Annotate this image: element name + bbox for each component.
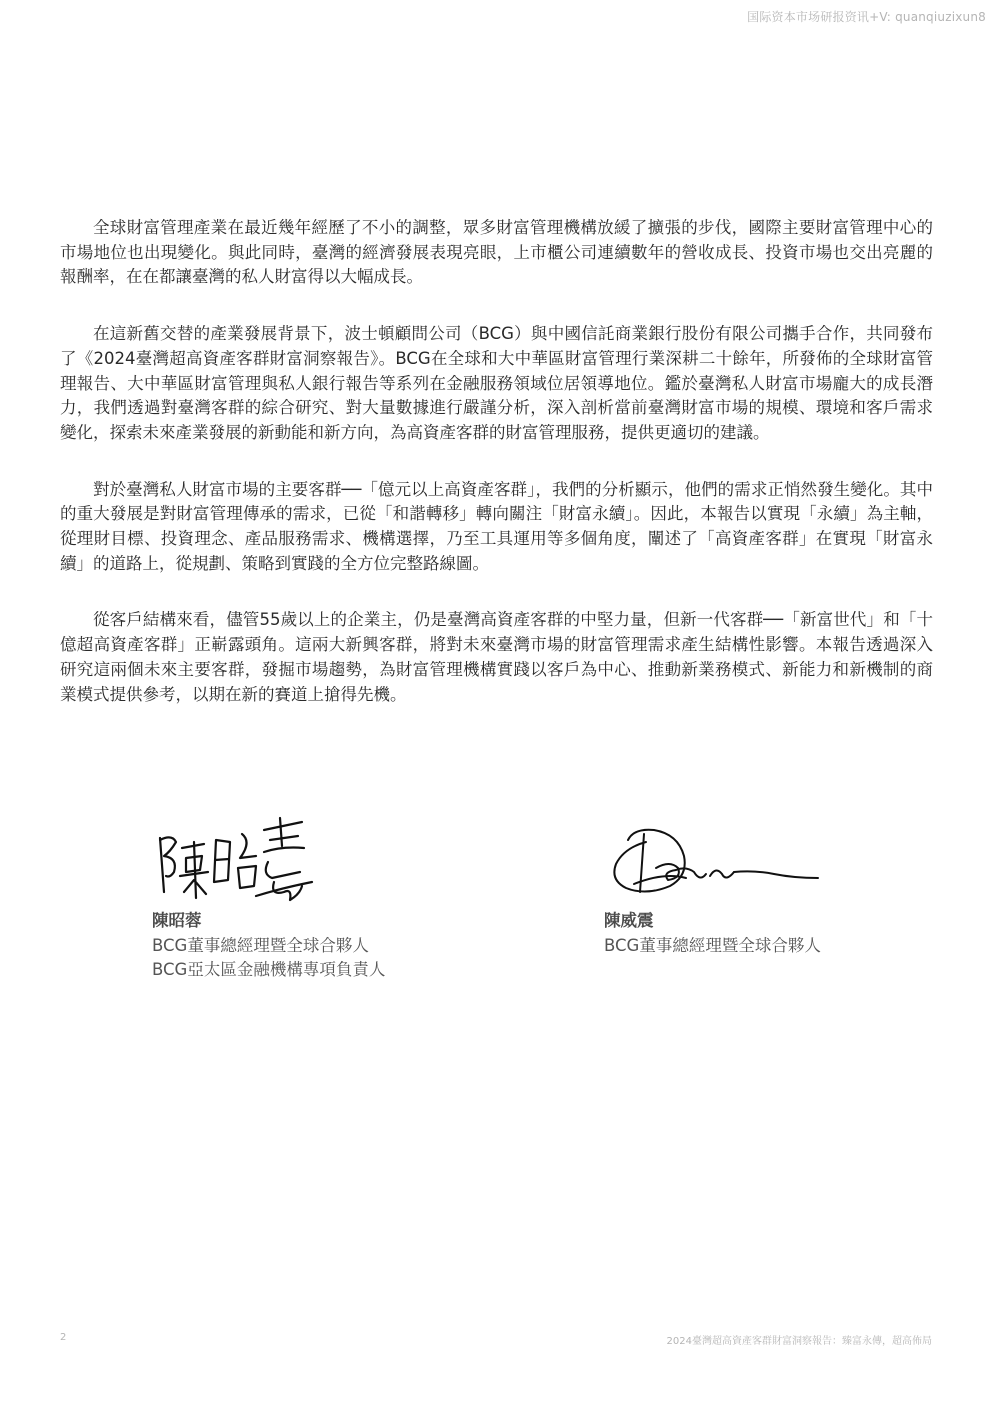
- page-number: 2: [60, 1332, 67, 1343]
- signatory-title: BCG亞太區金融機構專項負責人: [152, 960, 386, 979]
- signatory-block: [152, 812, 512, 982]
- paragraph: 對於臺灣私人財富市場的主要客群──「億元以上高資產客群」，我們的分析顯示，他們的需求正悄然發生變化。其中的重大發展是對財富管理傳承的需求，已從「和諧轉移」轉向關注「財富永續」。因此，本報告以實現「永續」為主軸，從理財目標、投資理念、產品服務需求、機構選擇，乃至工具運用等多個角度，闡述了「高資產客群」在實現「財富永續」的道路上，從規劃、策略到實踐的全方位完整路線圖。: [60, 479, 933, 573]
- paragraph: 從客戶結構來看，儘管55歲以上的企業主，仍是臺灣高資產客群的中堅力量，但新一代客群──「新富世代」和「十億超高資產客群」正嶄露頭角。這兩大新興客群，將對未來臺灣市場的財富管理需求產生結構性影響。本報告透過深入研究這兩個未來主要客群，發掘市場趨勢，為財富管理機構實踐以客戶為中心、推動新業務模式、新能力和新機制的商業模式提供參考，以期在新的賽道上搶得先機。: [60, 610, 933, 704]
- signatory-title: BCG董事總經理暨全球合夥人: [604, 936, 821, 955]
- signatory-title: BCG董事總經理暨全球合夥人: [152, 936, 369, 955]
- paragraph: 在這新舊交替的產業發展背景下，波士頓顧問公司（BCG）與中國信託商業銀行股份有限公司攜手合作，共同發布了《2024臺灣超高資產客群財富洞察報告》。BCG在全球和大中華區財富管理行業深耕二十餘年，所發佈的全球財富管理報告、大中華區財富管理與私人銀行報告等系列在金融服務領域位居領導地位。鑑於臺灣私人財富市場龐大的成長潛力，我們透過對臺灣客群的綜合研究、對大量數據進行嚴謹分析，深入剖析當前臺灣財富市場的規模、環境和客戶需求變化，探索未來產業發展的新動能和新方向，為高資產客群的財富管理服務，提供更適切的建議。: [60, 324, 933, 442]
- footer-report-title: 2024臺灣超高資產客群財富洞察報告：臻富永傳，超高佈局: [666, 1336, 932, 1347]
- handwritten-signature: [152, 812, 322, 908]
- signatory-block: [604, 812, 944, 958]
- handwritten-signature: [604, 812, 834, 908]
- watermark: 国际资本市场研报资讯+V: quanqiuzixun8: [747, 10, 986, 24]
- paragraph: 全球財富管理產業在最近幾年經歷了不小的調整，眾多財富管理機構放緩了擴張的步伐，國際主要財富管理中心的市場地位也出現變化。與此同時，臺灣的經濟發展表現亮眼，上市櫃公司連續數年的營收成長、投資市場也交出亮麗的報酬率，在在都讓臺灣的私人財富得以大幅成長。: [60, 218, 933, 287]
- signatory-name: 陳昭蓉: [152, 911, 202, 930]
- foreword-body: [60, 216, 933, 739]
- signatory-name: 陳威震: [604, 911, 654, 930]
